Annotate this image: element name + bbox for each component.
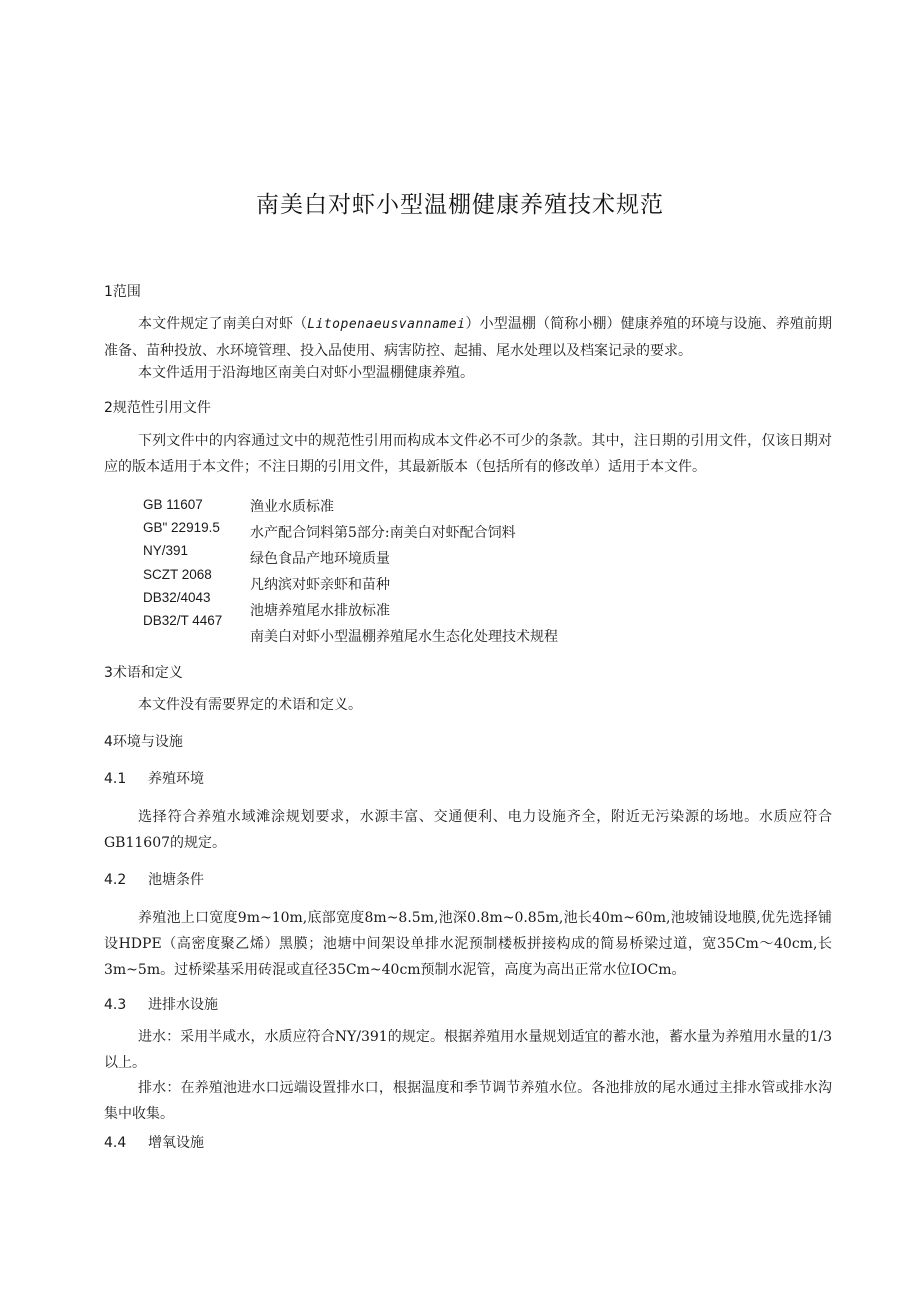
reference-title: 池塘养殖尾水排放标准: [250, 603, 390, 619]
reference-code: DB32/4043: [143, 589, 211, 605]
reference-title: 南美白对虾小型温棚养殖尾水生态化处理技术规程: [250, 629, 558, 645]
section-1-heading: 1范围: [104, 284, 141, 300]
section-4-1-number: 4.1: [104, 771, 127, 787]
reference-code: NY/391: [143, 543, 189, 559]
reference-title: 绿色食品产地环境质量: [250, 551, 390, 567]
reference-codes: [143, 493, 243, 632]
section-4-2-heading: [104, 870, 204, 890]
section-4-4-title: 增氧设施: [148, 1135, 204, 1151]
reference-code: DB32/T 4467: [143, 613, 223, 629]
section-4-4-number: 4.4: [104, 1135, 127, 1151]
reference-code: GB 11607: [143, 497, 203, 512]
reference-code: SCZT 2068: [143, 566, 212, 582]
section-4-3-number: 4.3: [104, 997, 127, 1013]
section-1-paragraph-1-part-b: ）小型温棚（简称小棚）健康养殖的环境与设施、养殖前期准备、苗种投放、水环境管理、投入品使用、病害防控、起捕、尾水处理以及档案记录的要求。: [104, 316, 833, 359]
reference-title: 凡纳滨对虾亲虾和苗种: [250, 577, 390, 593]
species-latin-name: Litopenaeusvannamei: [307, 317, 466, 332]
section-3-paragraph-1: 本文件没有需要界定的术语和定义。: [138, 697, 362, 713]
section-4-1-paragraph: 选择符合养殖水域滩涂规划要求，水源丰富、交通便利、电力设施齐全，附近无污染源的场地。水质应符合GB11607的规定。: [104, 809, 832, 851]
reference-title: 渔业水质标准: [250, 499, 334, 515]
section-4-2-title: 池塘条件: [148, 872, 204, 888]
section-1-paragraph-1-part-a: 本文件规定了南美白对虾（: [138, 316, 308, 332]
section-4-3-paragraph-2: 排水：在养殖池进水口远端设置排水口，根据温度和季节调节养殖水位。各池排放的尾水通过主排水管或排水沟集中收集。: [104, 1080, 832, 1122]
section-4-2-paragraph: 养殖池上口宽度9m~10m,底部宽度8m~8.5m,池深0.8m~0.85m,池长40m~60m,池坡铺设地膜,优先选择铺设HDPE（高密度聚乙烯）黑膜；池塘中间架设单排水泥预制楼板拼接构成的简易桥梁过道，宽35Cm～40cm,长3m~5m。过桥梁基采用砖混或直径35Cm~40cm预制水泥管，高度为高出正常水位IOCm。: [104, 910, 832, 978]
section-4-3-title: 进排水设施: [148, 997, 218, 1013]
section-4-2-number: 4.2: [104, 872, 127, 888]
section-4-1-heading: [104, 769, 204, 789]
document-title: 南美白对虾小型温棚健康养殖技术规范: [256, 192, 664, 218]
reference-code: GB" 22919.5: [143, 520, 220, 536]
reference-titles: [250, 494, 650, 650]
reference-title: 水产配合饲料第5部分:南美白对虾配合饲料: [250, 525, 516, 541]
section-4-1-title: 养殖环境: [148, 771, 204, 787]
section-4-3-paragraph-1: 进水：采用半咸水，水质应符合NY/391的规定。根据养殖用水量规划适宜的蓄水池，蓄水量为养殖用水量的1/3以上。: [104, 1029, 832, 1071]
section-4-4-heading: [104, 1133, 204, 1153]
section-3-heading: 3术语和定义: [104, 665, 183, 681]
section-1-paragraph-2: 本文件适用于沿海地区南美白对虾小型温棚健康养殖。: [138, 365, 474, 381]
section-1-paragraph-1: [104, 311, 832, 364]
section-4-heading: 4环境与设施: [104, 734, 183, 750]
section-2-paragraph-1: 下列文件中的内容通过文中的规范性引用而构成本文件必不可少的条款。其中，注日期的引用文件，仅该日期对应的版本适用于本文件；不注日期的引用文件，其最新版本（包括所有的修改单）适用于本文件。: [104, 433, 832, 475]
section-4-3-heading: [104, 995, 218, 1015]
section-2-heading: 2规范性引用文件: [104, 400, 211, 416]
